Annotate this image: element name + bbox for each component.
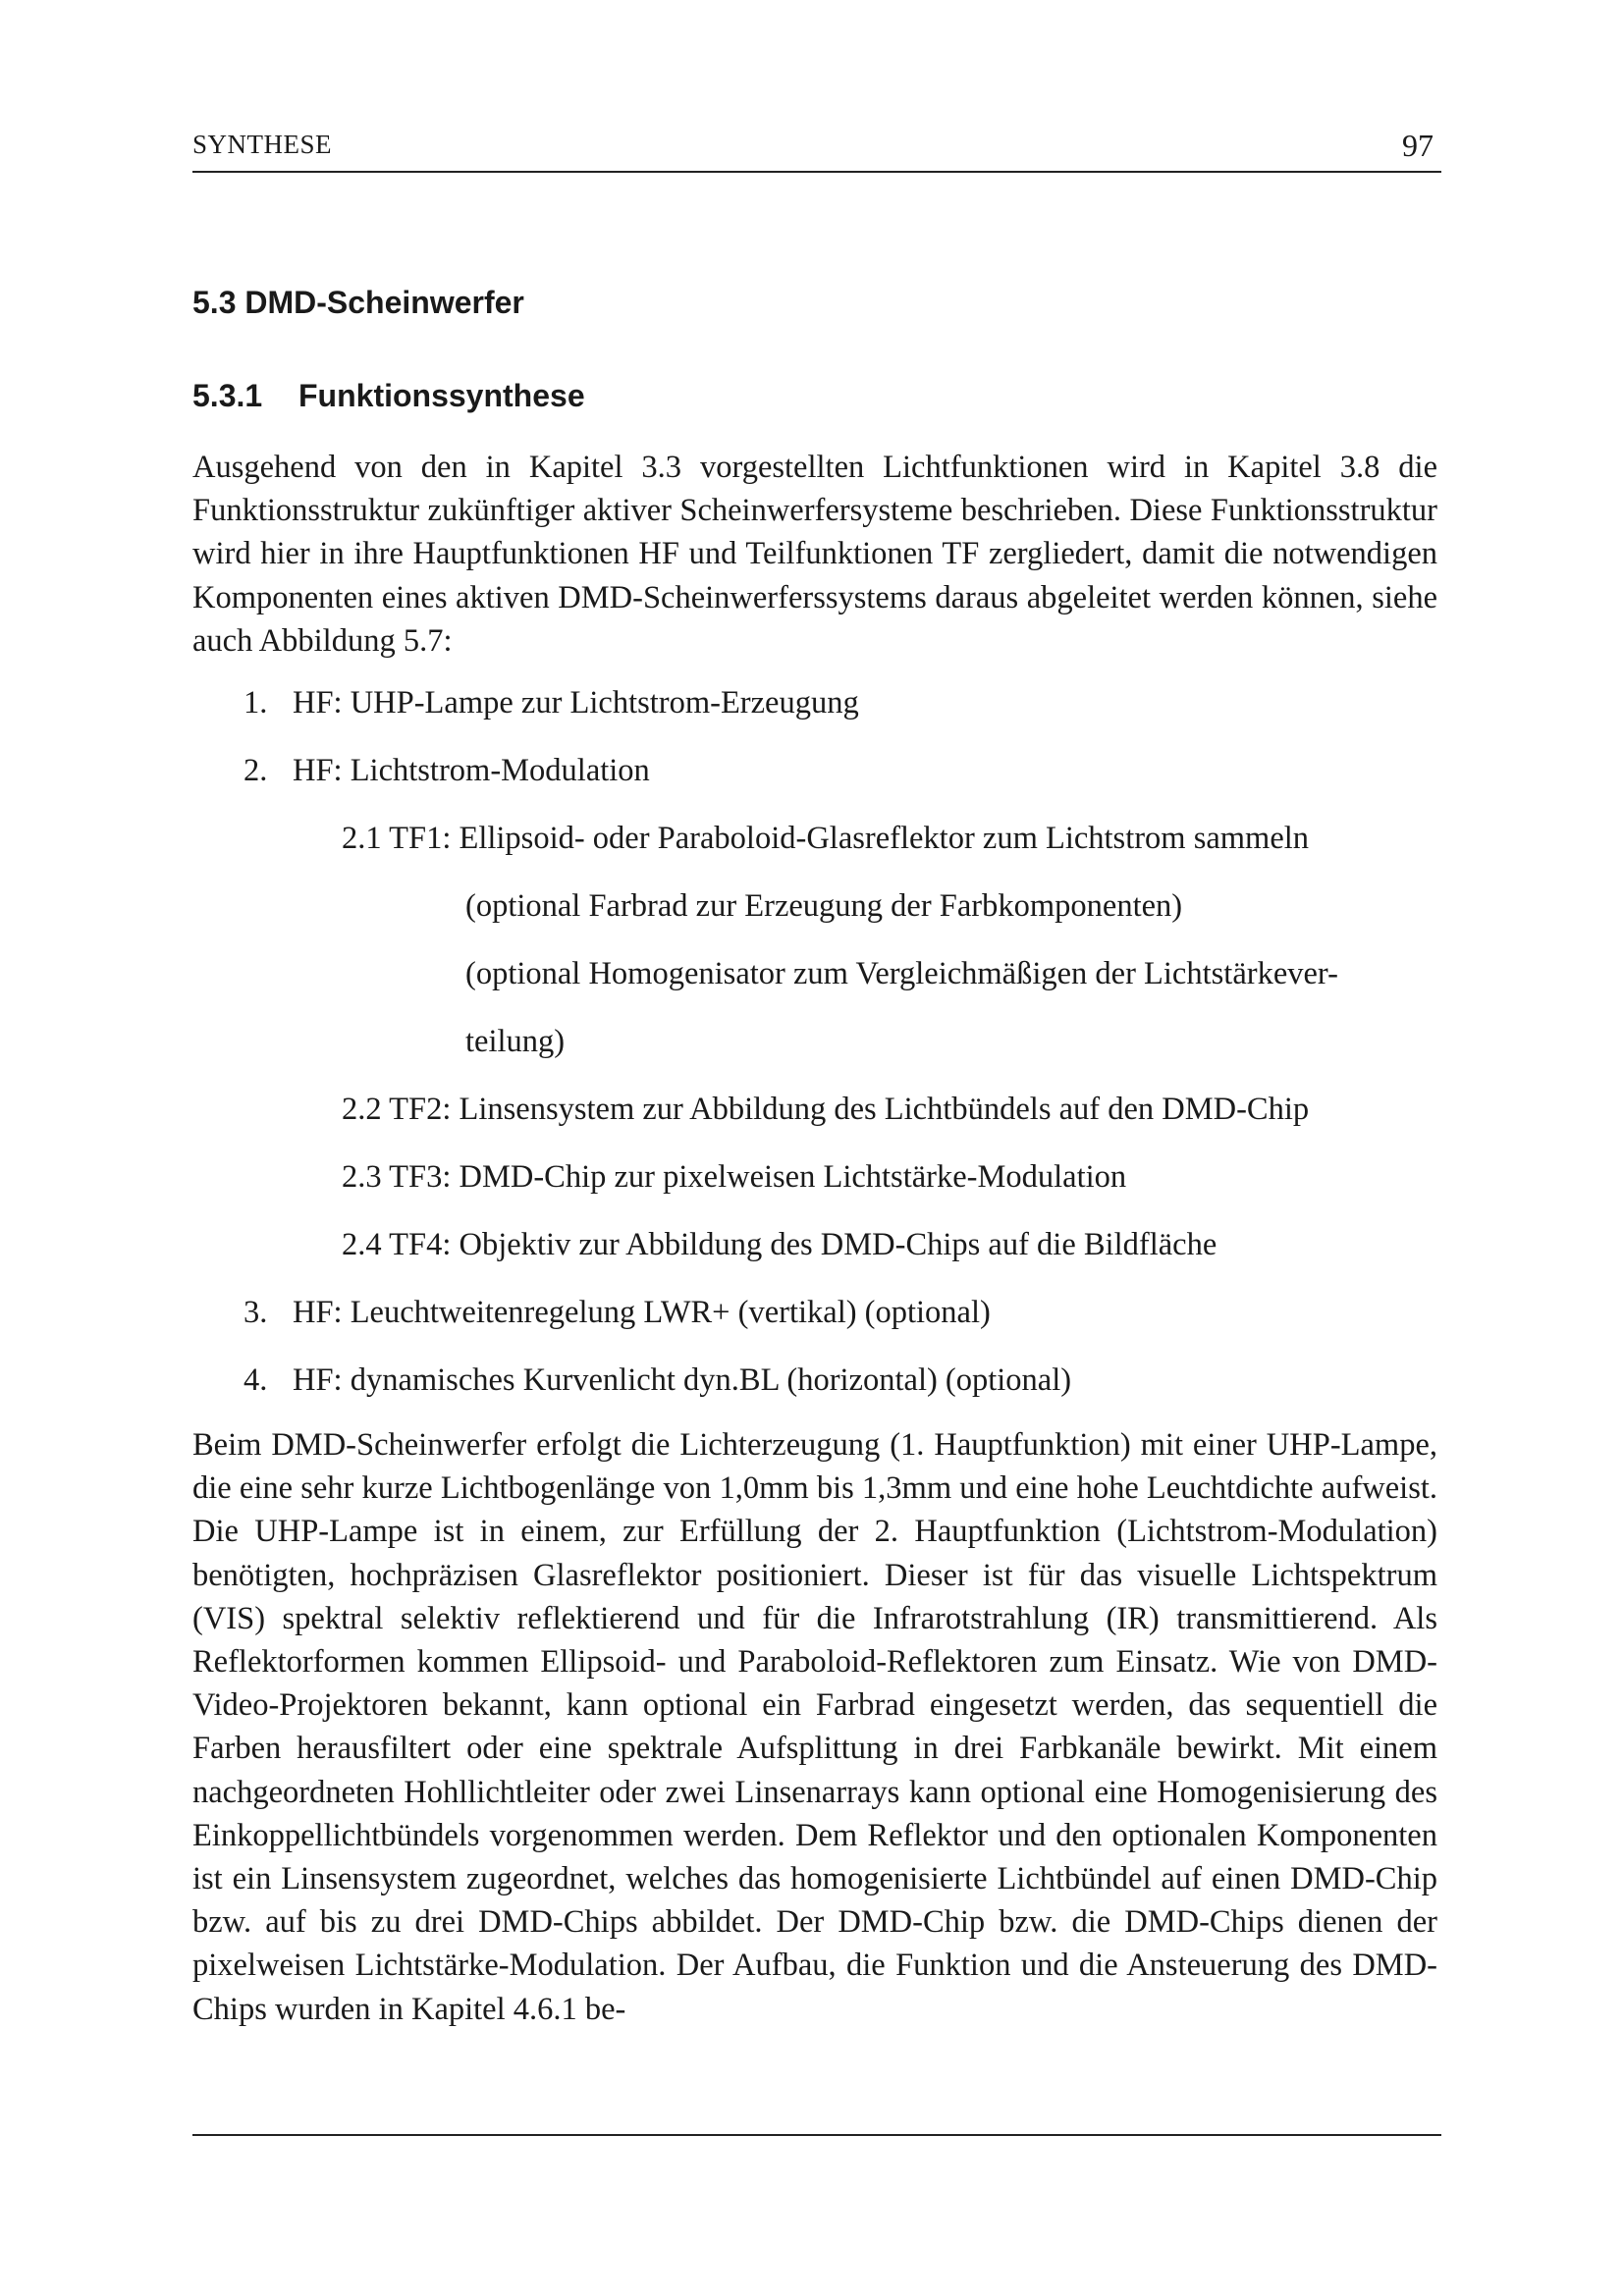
subsection-title: Funktionssynthese: [298, 378, 585, 413]
list-item-number: 3.: [243, 1295, 268, 1330]
subsection-number: 5.3.1: [192, 378, 263, 413]
list-item-2: [243, 751, 650, 790]
list-subitem-note: teilung): [465, 1024, 566, 1059]
page-header: [192, 126, 1441, 173]
list-item-text: HF: dynamisches Kurvenlicht dyn.BL (horizontal) (optional): [293, 1362, 1072, 1398]
subsection-heading: [192, 378, 585, 414]
list-item-3: [243, 1293, 991, 1332]
list-item-text: HF: UHP-Lampe zur Lichtstrom-Erzeugung: [293, 685, 859, 721]
list-subitem-2-3: 2.3 TF3: DMD-Chip zur pixelweisen Lichtstärke-Modulation: [342, 1159, 1127, 1195]
list-item-number: 2.: [243, 753, 268, 788]
intro-paragraph: Ausgehend von den in Kapitel 3.3 vorgestellten Lichtfunktionen wird in Kapitel 3.8 die Funktionsstruktur zukünftiger aktiver Scheinwerfersysteme beschrieben. Diese Funktionsstruktur wird hier in ihre Hauptfunktionen HF und Teilfunktionen TF zergliedert, damit die notwendigen Komponenten eines aktiven DMD-Scheinwerferssystems daraus abgeleitet werden können, siehe auch Abbildung 5.7:: [192, 450, 1437, 659]
list-item-text: HF: Leuchtweitenregelung LWR+ (vertikal) (optional): [293, 1295, 991, 1330]
list-subitem-2-4: 2.4 TF4: Objektiv zur Abbildung des DMD-Chips auf die Bildfläche: [342, 1227, 1217, 1262]
list-item-number: 4.: [243, 1362, 268, 1398]
list-subitem-note: (optional Farbrad zur Erzeugung der Farbkomponenten): [465, 888, 1183, 924]
section-heading: 5.3 DMD-Scheinwerfer: [192, 285, 524, 320]
list-item-text: HF: Lichtstrom-Modulation: [293, 753, 650, 788]
list-item-1: [243, 683, 859, 722]
page-number: 97: [1402, 128, 1434, 163]
running-title: SYNTHESE: [192, 130, 333, 159]
list-item-number: 1.: [243, 685, 268, 721]
list-subitem-note: (optional Homogenisator zum Vergleichmäßigen der Lichtstärkever-: [465, 956, 1338, 991]
body-paragraph: Beim DMD-Scheinwerfer erfolgt die Lichterzeugung (1. Hauptfunktion) mit einer UHP-Lampe, die eine sehr kurze Lichtbogenlänge von 1,0mm bis 1,3mm und eine hohe Leuchtdichte aufweist. Die UHP-Lampe ist in einem, zur Erfüllung der 2. Hauptfunktion (Lichtstrom-Modulation) benötigten, hochpräzisen Glasreflektor positioniert. Dieser ist für das visuelle Lichtspektrum (VIS) spektral selektiv reflektierend und für die Infrarotstrahlung (IR) transmittierend. Als Reflektorformen kommen Ellipsoid- und Paraboloid-Reflektoren zum Einsatz. Wie von DMD-Video-Projektoren bekannt, kann optional ein Farbrad eingesetzt werden, das sequentiell die Farben herausfiltert oder eine spektrale Aufsplittung in drei Farbkanäle bewirkt. Mit einem nachgeordneten Hohllichtleiter oder zwei Linsenarrays kann optional eine Homogenisierung des Einkoppellichtbündels vorgenommen werden. Dem Reflektor und den optionalen Komponenten ist ein Linsensystem zugeordnet, welches das homogenisierte Lichtbündel auf einen DMD-Chip bzw. auf bis zu drei DMD-Chips abbildet. Der DMD-Chip bzw. die DMD-Chips dienen der pixelweisen Lichtstärke-Modulation. Der Aufbau, die Funktion und die Ansteuerung des DMD-Chips wurden in Kapitel 4.6.1 be-: [192, 1427, 1437, 2027]
list-subitem-2-1: 2.1 TF1: Ellipsoid- oder Paraboloid-Glasreflektor zum Lichtstrom sammeln: [342, 821, 1310, 856]
list-subitem-2-2: 2.2 TF2: Linsensystem zur Abbildung des Lichtbündels auf den DMD-Chip: [342, 1092, 1310, 1127]
list-item-4: [243, 1361, 1071, 1400]
footer-rule: [192, 2134, 1441, 2136]
